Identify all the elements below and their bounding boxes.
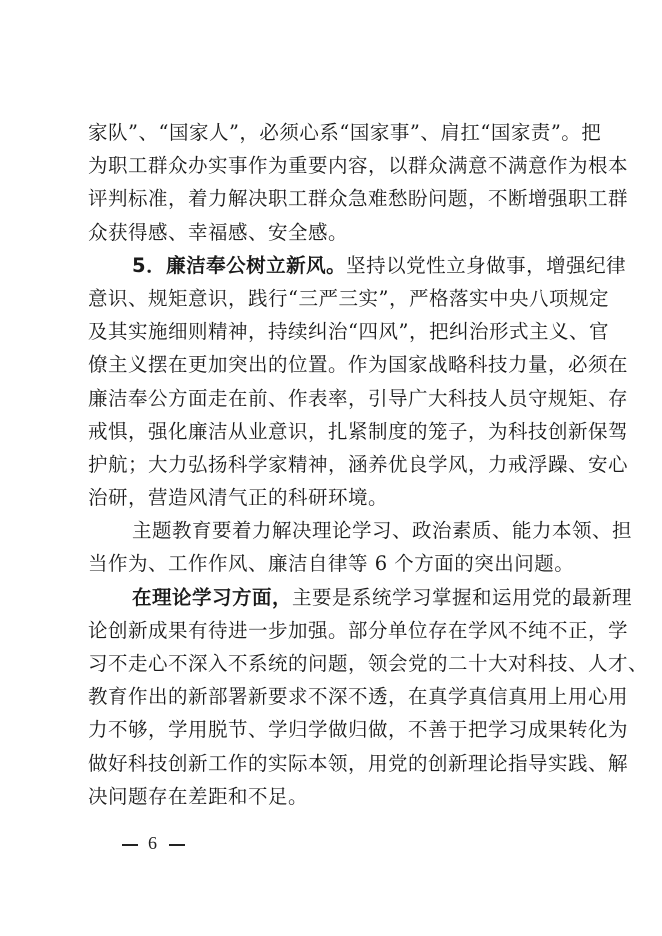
text-span: 坚持以党性立身做事，增强纪律 — [346, 253, 627, 277]
text-line: 决问题存在差距和不足。 — [88, 784, 309, 808]
text-line: 意识、规矩意识，践行“三严三实”，严格落实中央八项规定 — [88, 286, 609, 310]
text-line: 戒惧，强化廉洁从业意识，扎紧制度的笼子，为科技创新保驾 — [88, 419, 629, 443]
page-footer — [112, 833, 195, 854]
text-span: 主要是系统学习掌握和运用党的最新理 — [292, 585, 633, 609]
text-line: 护航；大力弘扬科学家精神，涵养优良学风，力戒浮躁、安心 — [88, 452, 629, 476]
text-line: 评判标准，着力解决职工群众急难愁盼问题，不断增强职工群 — [88, 187, 629, 211]
dash-right — [169, 844, 185, 846]
text-line: 做好科技创新工作的实际本领，用党的创新理论指导实践、解 — [88, 751, 629, 775]
text-line: 为职工群众办实事作为重要内容，以群众满意不满意作为根本 — [88, 154, 629, 178]
text-line: 习不走心不深入不系统的问题，领会党的二十大对科技、人才、 — [88, 652, 649, 675]
text-line: 教育作出的新部署新要求不深不透，在真学真信真用上用心用 — [88, 685, 629, 709]
text-line: 力不够，学用脱节、学归学做归做，不善于把学习成果转化为 — [88, 718, 629, 742]
dash-left — [122, 844, 138, 846]
section-heading: 5．廉洁奉公树立新风。 — [132, 253, 347, 277]
section-heading-line — [88, 249, 627, 282]
section-heading: 在理论学习方面， — [132, 585, 293, 609]
text-line: 论创新成果有待进一步加强。部分单位存在学风不纯不正，学 — [88, 618, 629, 642]
page-number: 6 — [148, 833, 159, 853]
text-line: 众获得感、幸福感、安全感。 — [88, 220, 349, 244]
text-line: 僚主义摆在更加突出的位置。作为国家战略科技力量，必须在 — [88, 353, 629, 377]
section-heading-line — [88, 581, 633, 614]
text-line: 当作为、工作作风、廉洁自律等 6 个方面的突出问题。 — [88, 552, 575, 576]
text-line: 家队”、“国家人”，必须心系“国家事”、肩扛“国家责”。把 — [88, 121, 602, 144]
text-line: 主题教育要着力解决理论学习、政治素质、能力本领、担 — [132, 519, 633, 543]
text-line: 廉洁奉公方面走在前、作表率，引导广大科技人员守规矩、存 — [88, 386, 629, 410]
text-line: 治研，营造风清气正的科研环境。 — [88, 486, 389, 510]
text-line: 及其实施细则精神，持续纠治“四风”，把纠治形式主义、官 — [88, 320, 609, 344]
body-text — [88, 116, 649, 813]
